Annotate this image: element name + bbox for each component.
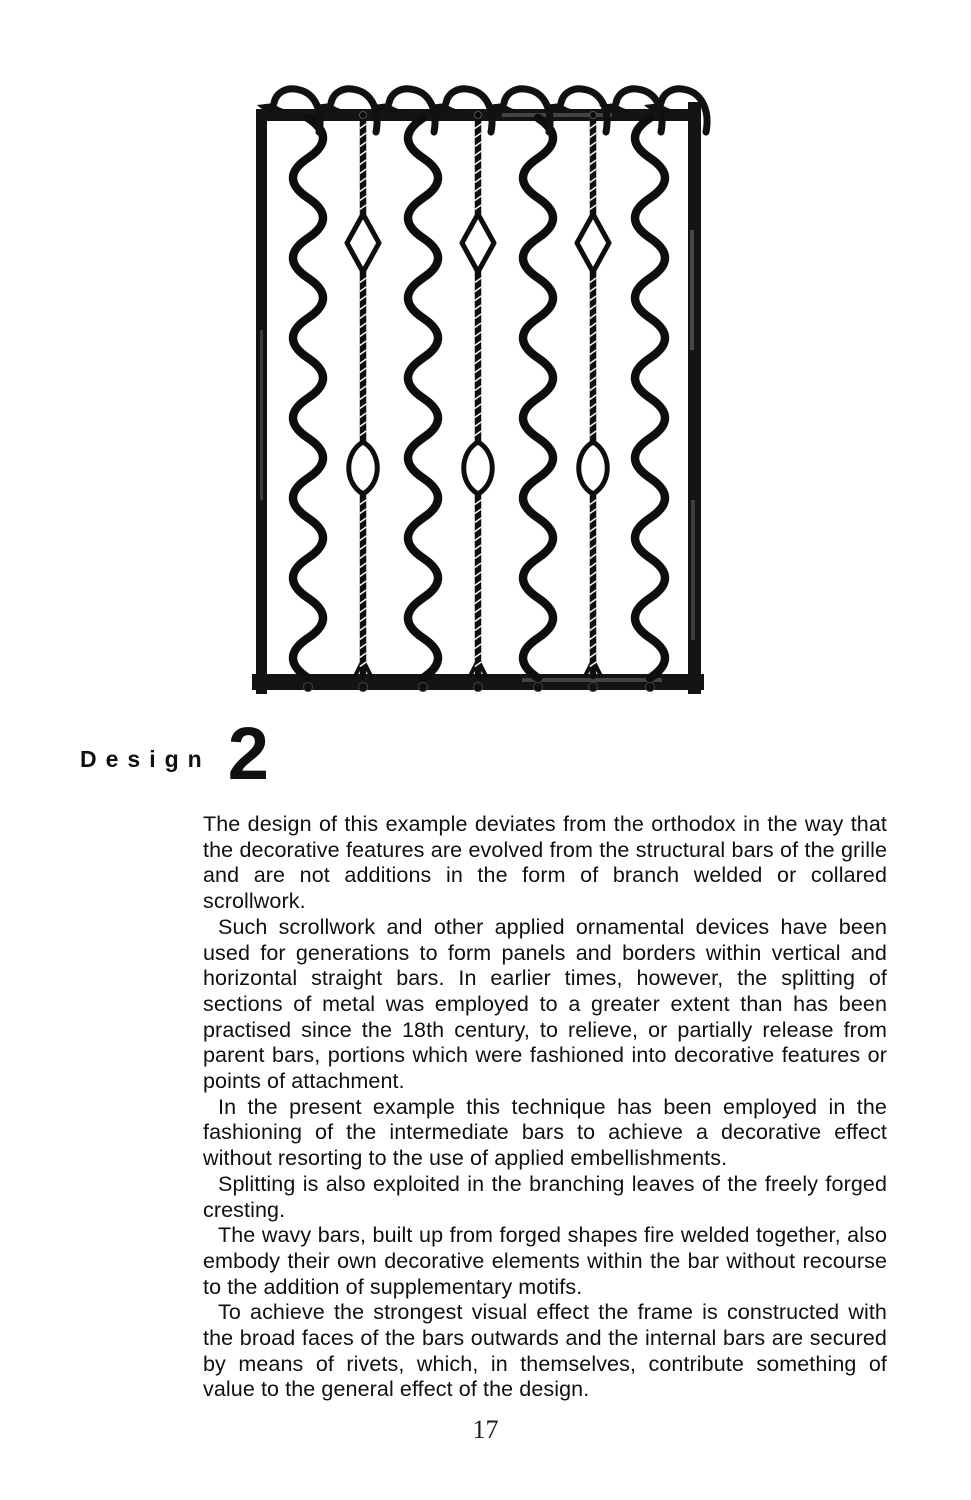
paragraph-3: In the present example this technique has been employed in the fashioning of the intermediate bars to achieve a decorative effect without resorting to the use of applied embellishments. [203, 1094, 887, 1171]
twisted-bars [347, 118, 609, 676]
grille-photo [252, 80, 706, 704]
paragraph-5: The wavy bars, built up from forged shapes fire welded together, also embody their own decorative elements within the bar without recourse to the addition of supplementary motifs. [203, 1223, 887, 1299]
design-heading-number: 2 [227, 712, 269, 795]
body-text [203, 812, 887, 1403]
paragraph-6: To achieve the strongest visual effect the frame is constructed with the broad faces of the bars outwards and the internal bars are secured by means of rivets, which, in themselves, contribute something of value to the general effect of the design. [203, 1300, 887, 1402]
design-heading [80, 712, 269, 795]
paragraph-2: Such scrollwork and other applied ornamental devices have been used for generations to form panels and borders within vertical and horizontal straight bars. In earlier times, however, the splitting of sections of metal was employed to a greater extent than has been practised since the 18th century, to relieve, or partially release from parent bars, portions which were fashioned into decorative features or points of attachment. [203, 914, 887, 1094]
grille-figure [252, 80, 706, 704]
paragraph-4: Splitting is also exploited in the branching leaves of the freely forged cresting. [203, 1171, 887, 1222]
paragraph-1: The design of this example deviates from the orthodox in the way that the decorative features are evolved from the structural bars of the grille and are not additions in the form of branch welded or collared scrollwork. [203, 812, 887, 914]
page-number: 17 [472, 1415, 499, 1444]
design-heading-label: Design [80, 745, 211, 772]
